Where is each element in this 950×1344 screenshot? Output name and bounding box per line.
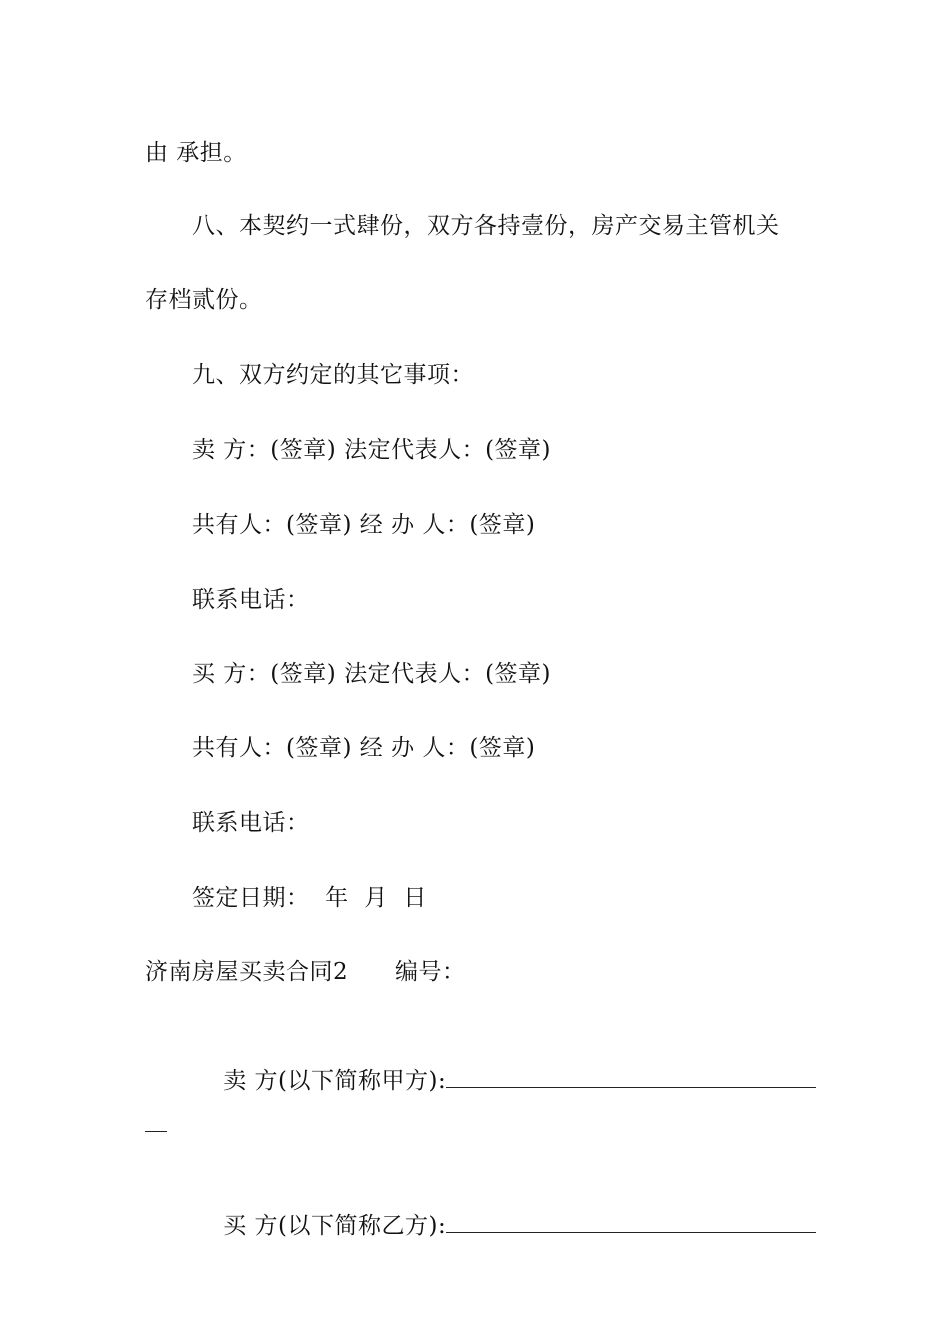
seller-co-owner-line: 共有人：(签章) 经 办 人：(签章) xyxy=(192,512,536,538)
seller-phone-line: 联系电话： xyxy=(192,587,310,613)
sign-date-line: 签定日期： 年 月 日 xyxy=(192,885,427,911)
clause-9-line: 九、双方约定的其它事项： xyxy=(192,362,474,388)
contract-heading-line: 济南房屋买卖合同2 编号： xyxy=(145,959,466,985)
party-b-line xyxy=(192,1180,816,1271)
party-b-label: 买 方(以下简称乙方): xyxy=(223,1213,447,1239)
text-line: 由 承担。 xyxy=(145,140,247,166)
party-a-line xyxy=(192,1035,816,1126)
party-a-blank xyxy=(446,1065,816,1088)
buyer-co-owner-line: 共有人：(签章) 经 办 人：(签章) xyxy=(192,735,536,761)
clause-8-line: 八、本契约一式肆份，双方各持壹份，房产交易主管机关 xyxy=(192,213,780,239)
buyer-phone-line: 联系电话： xyxy=(192,810,310,836)
seller-signature-line: 卖 方：(签章) 法定代表人：(签章) xyxy=(192,437,552,463)
clause-8-continuation: 存档贰份。 xyxy=(145,287,263,313)
continuation-rule xyxy=(145,1131,167,1132)
buyer-signature-line: 买 方：(签章) 法定代表人：(签章) xyxy=(192,661,552,687)
party-a-label: 卖 方(以下简称甲方): xyxy=(223,1068,447,1094)
party-b-blank xyxy=(446,1210,816,1233)
